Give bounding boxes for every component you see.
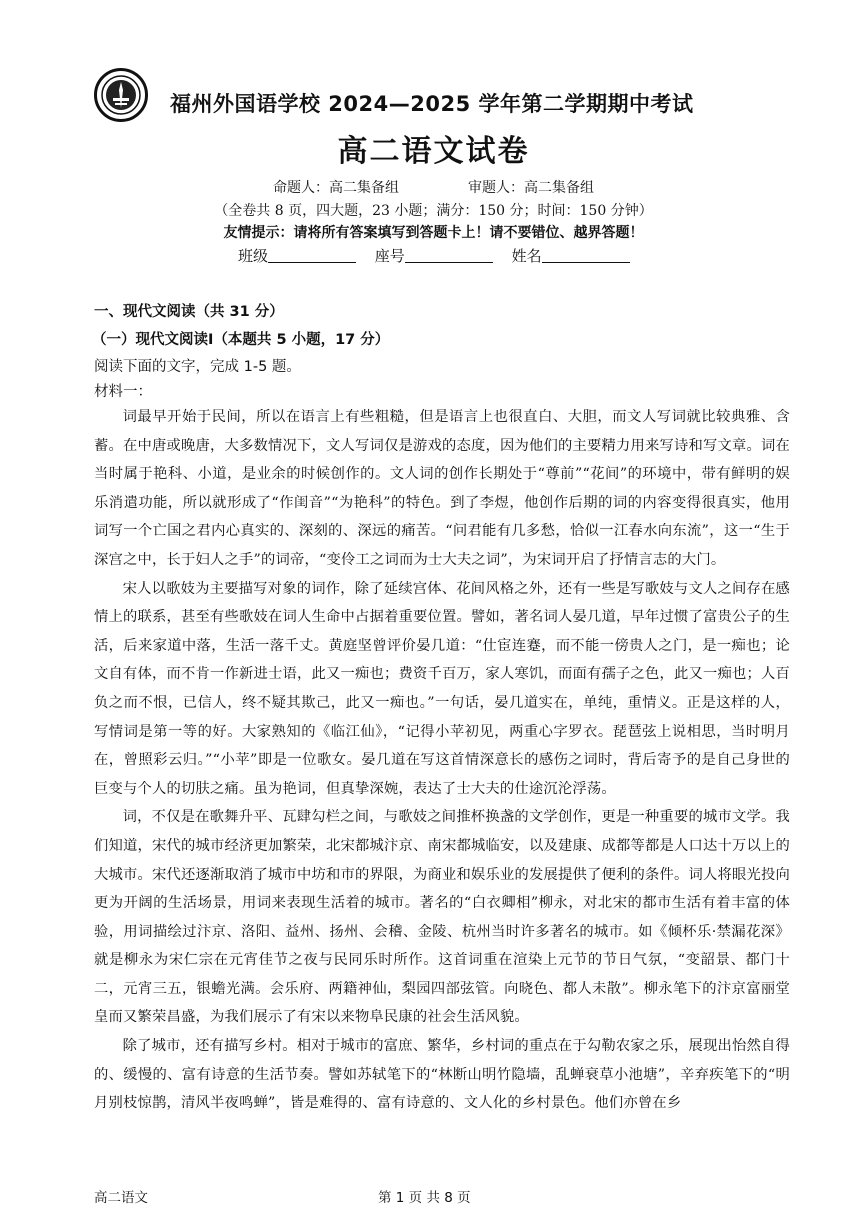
name-label: 姓名 bbox=[511, 247, 542, 265]
reading-passage bbox=[94, 403, 790, 1118]
paragraph: 宋人以歌妓为主要描写对象的词作，除了延续宫体、花间风格之外，还有一些是写歌妓与文人之间存在感情上的联系，甚至有些歌妓在词人生命中占据着重要位置。譬如，著名词人晏几道，早年过惯了富贵公子的生活，后来家道中落，生活一落千丈。黄庭坚曾评价晏几道：“仕宦连蹇，而不能一傍贵人之门，是一痴也；论文自有体，而不肯一作新进士语，此又一痴也；费资千百万，家人寒饥，而面有孺子之色，此又一痴也；人百负之而不恨，已信人，终不疑其欺己，此又一痴也。”一句话，晏几道实在，单纯，重情义。正是这样的人，写情词是第一等的好。大家熟知的《临江仙》，“记得小苹初见，两重心字罗衣。琵琶弦上说相思，当时明月在，曾照彩云归。”“小苹”即是一位歌女。晏几道在写这首情深意长的感伤之词时，背后寄予的是自己身世的巨变与个人的切肤之痛。虽为艳词，但真挚深婉，表达了士大夫的仕途沉沦浮荡。 bbox=[94, 580, 790, 797]
seat-field bbox=[375, 245, 493, 266]
seat-blank bbox=[405, 248, 493, 263]
footer-subject: 高二语文 bbox=[94, 1190, 148, 1206]
school-logo bbox=[94, 68, 148, 122]
section-title: 一、现代文阅读（共 31 分） bbox=[94, 304, 284, 320]
name-field bbox=[512, 245, 630, 266]
class-label: 班级 bbox=[238, 247, 269, 265]
friendly-tip: 友情提示：请将所有答案填写到答题卡上！请不要错位、越界答题！ bbox=[223, 225, 644, 241]
reviewer-label: 审题人：高二集备组 bbox=[467, 180, 594, 196]
setter-label: 命题人：高二集备组 bbox=[273, 180, 400, 196]
page-number: 第 1 页 共 8 页 bbox=[378, 1190, 471, 1206]
material-label: 材料一： bbox=[94, 384, 152, 400]
paragraph: 词最早开始于民间，所以在语言上有些粗糙，但是语言上也很直白、大胆，而文人写词就比较典雅、含蓄。在中唐或晚唐，大多数情况下，文人写词仅是游戏的态度，因为他们的主要精力用来写诗和写文章。词在当时属于艳科、小道，是业余的时候创作的。文人词的创作长期处于“尊前”“花间”的环境中，带有鲜明的娱乐消遣功能，所以就形成了“作闺音”“为艳科”的特色。到了李煜，他创作后期的词的内容变得很真实，他用词写一个亡国之君内心真实的、深刻的、深远的痛苦。“问君能有几多愁，恰似一江春水向东流”，这一“生于深宫之中，长于妇人之手”的词帝，“变伶工之词而为士大夫之词”，为宋词开启了抒情言志的大门。 bbox=[94, 409, 790, 568]
exam-info: （全卷共 8 页，四大题，23 小题；满分：150 分；时间：150 分钟） bbox=[214, 203, 653, 219]
paragraph: 词，不仅是在歌舞升平、瓦肆勾栏之间，与歌妓之间推杯换盏的文学创作，更是一种重要的城市文学。我们知道，宋代的城市经济更加繁荣，北宋都城汴京、南宋都城临安，以及建康、成都等都是人口达十万以上的大城市。宋代还逐渐取消了城市中坊和市的界限，为商业和娱乐业的发展提供了便利的条件。词人将眼光投向更为开阔的生活场景，用词来表现生活着的城市。著名的“白衣卿相”柳永，对北宋的都市生活有着丰富的体验，用词描绘过汴京、洛阳、益州、扬州、会稽、金陵、杭州当时许多著名的城市。如《倾杯乐·禁漏花深》就是柳永为宋仁宗在元宵佳节之夜与民同乐时所作。这首词重在渲染上元节的节日气氛，“变韶景、都门十二，元宵三五，银蟾光满。会乐府、两籍神仙，梨园四部弦管。向晓色、都人未散”。柳永笔下的汴京富丽堂皇而又繁荣昌盛，为我们展示了有宋以来物阜民康的社会生活风貌。 bbox=[94, 809, 790, 1026]
instruction: 阅读下面的文字，完成 1-5 题。 bbox=[94, 359, 301, 375]
authors-line bbox=[0, 177, 867, 197]
paragraph: 除了城市，还有描写乡村。相对于城市的富庶、繁华，乡村词的重点在于勾勒农家之乐，展现出怡然自得的、缓慢的、富有诗意的生活节奏。譬如苏轼笔下的“林断山明竹隐墙，乱蝉衰草小池塘”，辛弃疾笔下的“明月别枝惊鹊，清风半夜鸣蝉”，皆是难得的、富有诗意的、文人化的乡村景色。他们亦曾在乡 bbox=[94, 1038, 790, 1112]
paper-title: 高二语文试卷 bbox=[337, 134, 530, 169]
school-exam-title: 福州外国语学校 2024—2025 学年第二学期期中考试 bbox=[170, 92, 694, 116]
student-fields bbox=[238, 245, 644, 266]
seat-label: 座号 bbox=[374, 247, 405, 265]
class-blank bbox=[268, 248, 356, 263]
section-subtitle: （一）现代文阅读Ⅰ（本题共 5 小题，17 分） bbox=[92, 332, 390, 348]
class-field bbox=[238, 245, 356, 266]
name-blank bbox=[542, 248, 630, 263]
